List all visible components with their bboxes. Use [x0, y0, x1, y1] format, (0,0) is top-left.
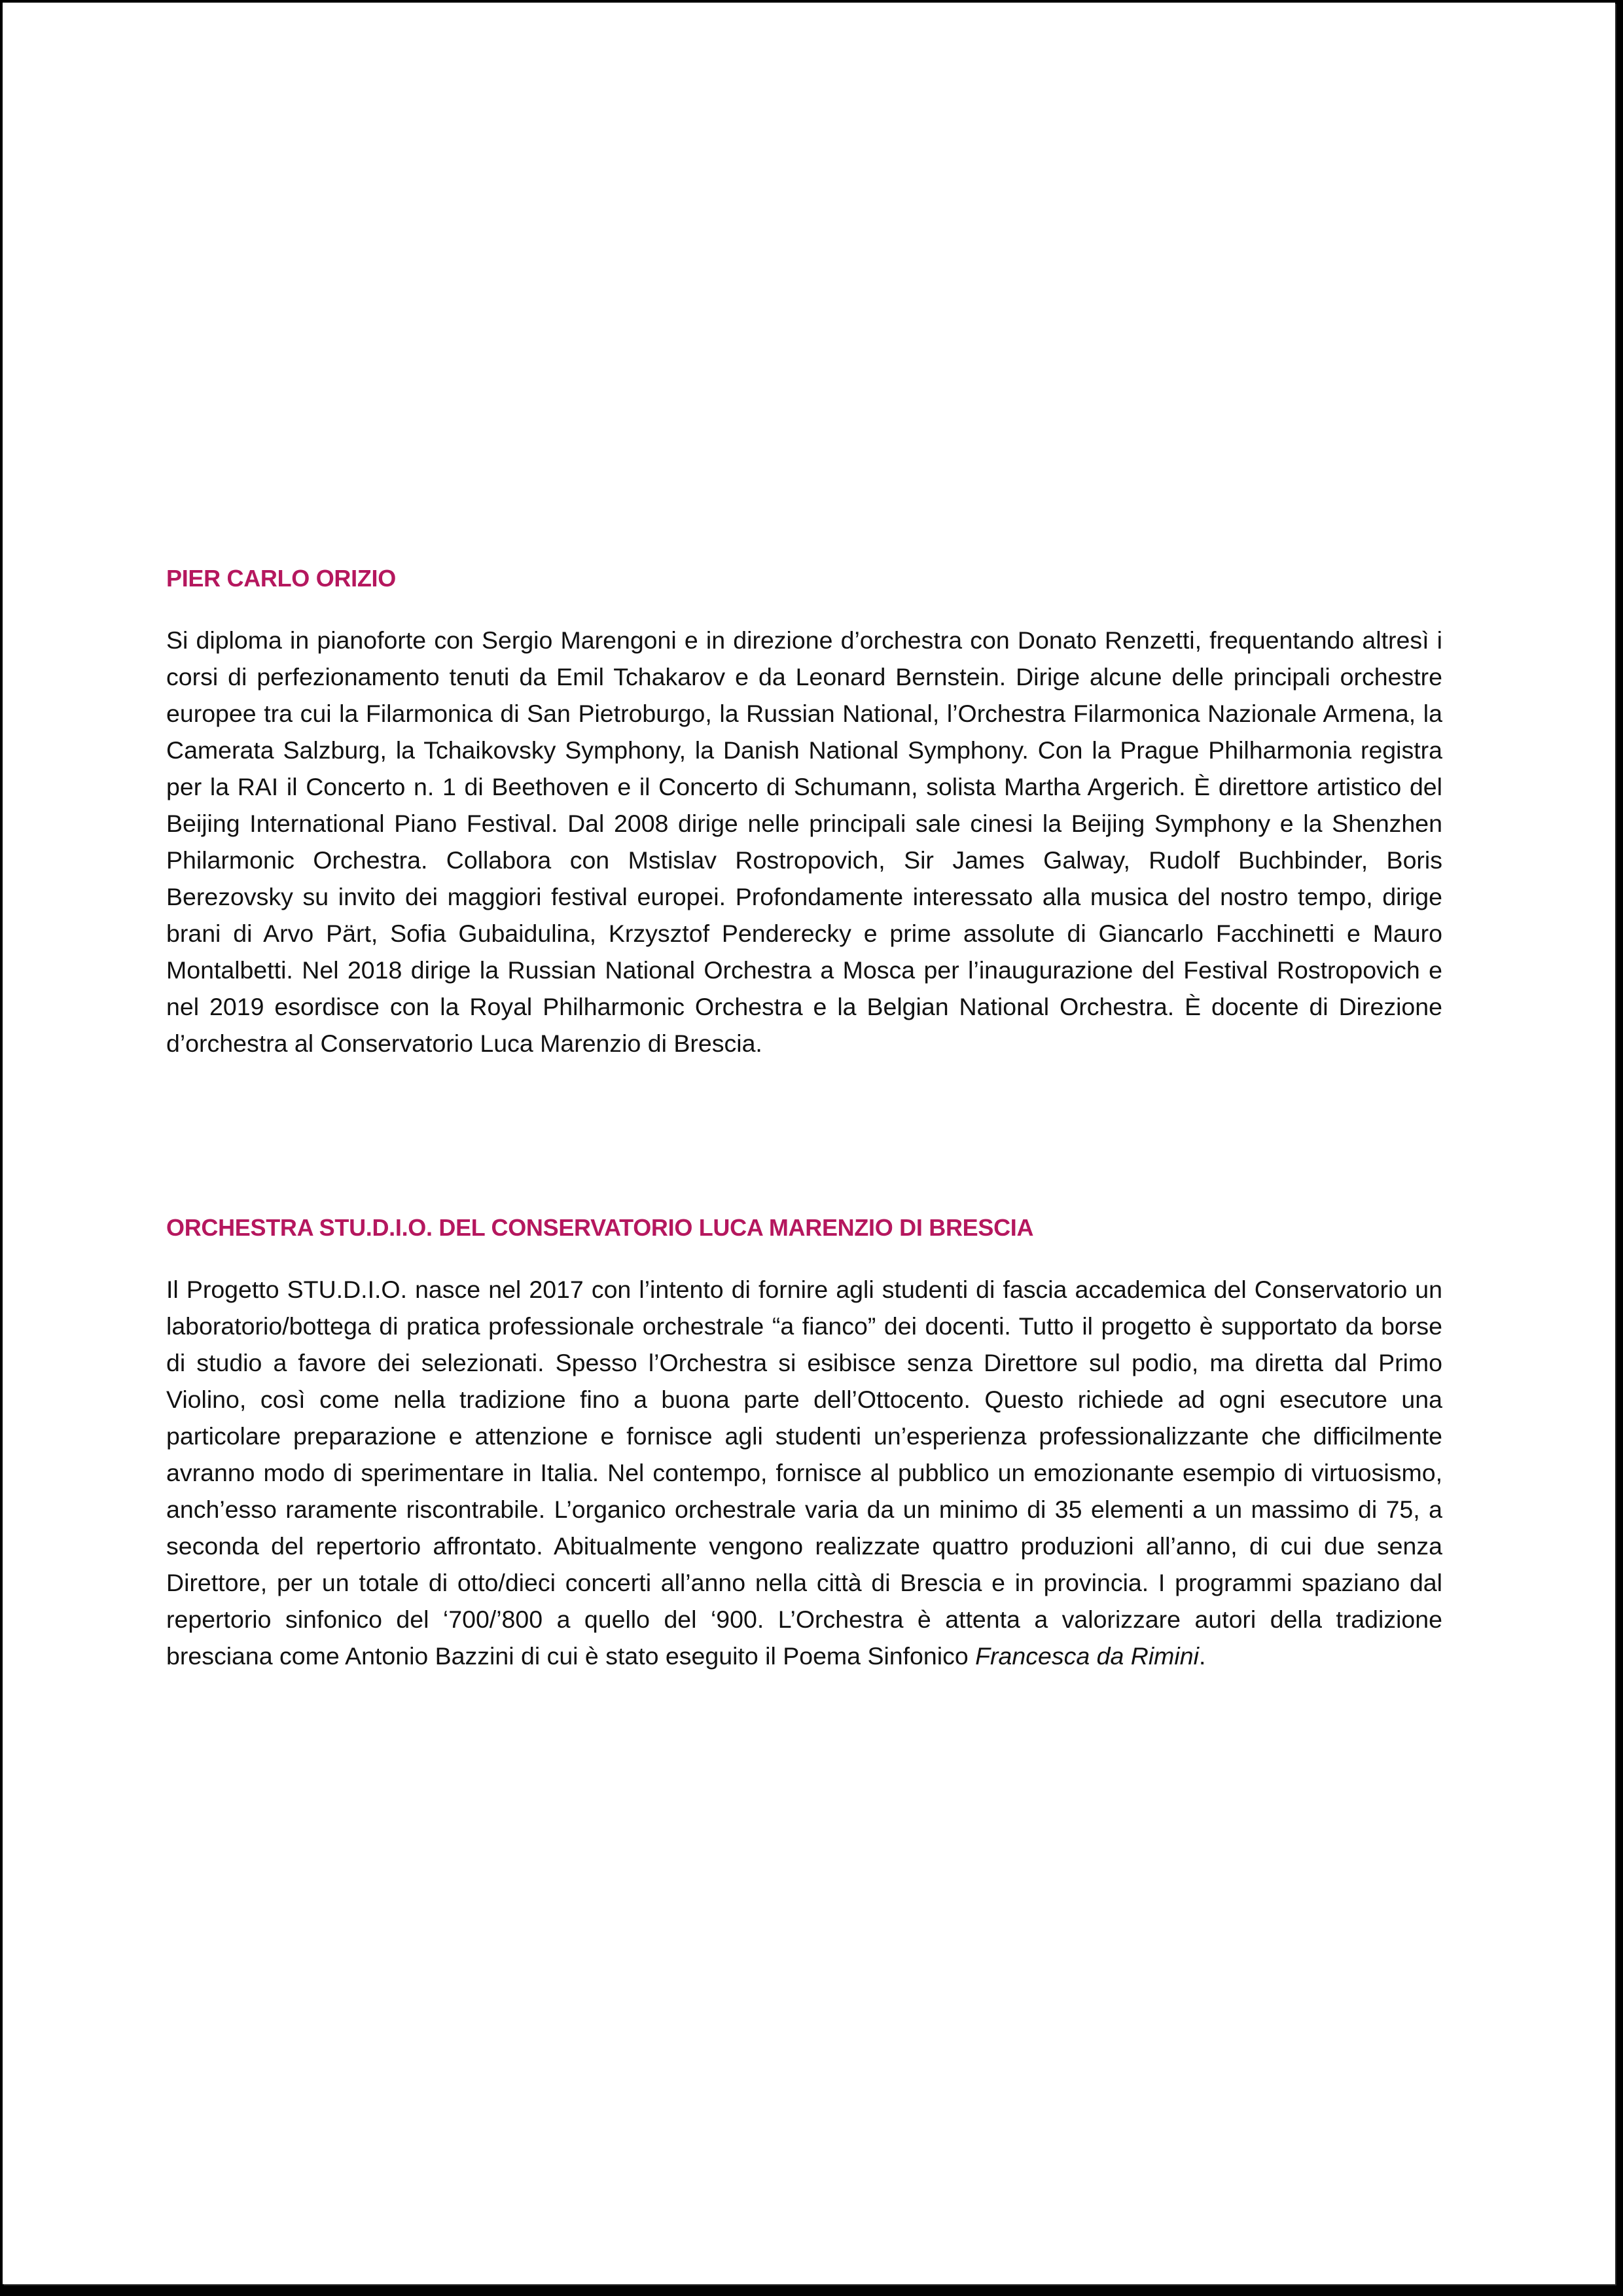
section-body-paragraph — [166, 1271, 1442, 1674]
paragraph-end-punctuation: . — [1198, 1642, 1206, 1670]
biography-section-orchestra-studio — [166, 1213, 1442, 1674]
section-body-paragraph: Si diploma in pianoforte con Sergio Marengoni e in direzione d’orchestra con Donato Renzetti, frequentando altresì i corsi di perfezionamento tenuti da Emil Tchakarov e da Leonard Bernstein. Dirige alcune delle principali orchestre europee tra cui la Filarmonica di San Pietroburgo, la Russian National, l’Orchestra Filarmonica Nazionale Armena, la Camerata Salzburg, la Tchaikovsky Symphony, la Danish National Symphony. Con la Prague Philharmonia registra per la RAI il Concerto n. 1 di Beethoven e il Concerto di Schumann, solista Martha Argerich. È direttore artistico del Beijing International Piano Festival. Dal 2008 dirige nelle principali sale cinesi la Beijing Symphony e la Shenzhen Philarmonic Orchestra. Collabora con Mstislav Rostropovich, Sir James Galway, Rudolf Buchbinder, Boris Berezovsky su invito dei maggiori festival europei. Profondamente interessato alla musica del nostro tempo, dirige brani di Arvo Pärt, Sofia Gubaidulina, Krzysztof Penderecky e prime assolute di Giancarlo Facchinetti e Mauro Montalbetti. Nel 2018 dirige la Russian National Orchestra a Mosca per l’inaugurazione del Festival Rostropovich e nel 2019 esordisce con la Royal Philharmonic Orchestra e la Belgian National Orchestra. È docente di Direzione d’orchestra al Conservatorio Luca Marenzio di Brescia. — [166, 626, 1442, 1057]
section-heading: ORCHESTRA STU.D.I.O. DEL CONSERVATORIO LUCA MARENZIO DI BRESCIA — [166, 1214, 1034, 1241]
document-page — [3, 3, 1615, 2284]
italic-work-title: Francesca da Rimini — [975, 1642, 1199, 1670]
section-heading: PIER CARLO ORIZIO — [166, 565, 396, 592]
paragraph-text: Il Progetto STU.D.I.O. nasce nel 2017 con l’intento di fornire agli studenti di fascia accademica del Conservatorio un laboratorio/bottega di pratica professionale orchestrale “a fianco” dei docenti. Tutto il progetto è supportato da borse di studio a favore dei selezionati. Spesso l’Orchestra si esibisce senza Direttore sul podio, ma diretta dal Primo Violino, così come nella tradizione fino a buona parte dell’Ottocento. Questo richiede ad ogni esecutore una particolare preparazione e attenzione e fornisce agli studenti un’esperienza professionalizzante che difficilmente avranno modo di sperimentare in Italia. Nel contempo, fornisce al pubblico un emozionante esempio di virtuosismo, anch’esso raramente riscontrabile. L’organico orchestrale varia da un minimo di 35 elementi a un massimo di 75, a seconda del repertorio affrontato. Abitualmente vengono realizzate quattro produzioni all’anno, di cui due senza Direttore, per un totale di otto/dieci concerti all’anno nella città di Brescia e in provincia. I programmi spaziano dal repertorio sinfonico del ‘700/’800 a quello del ‘900. L’Orchestra è attenta a valorizzare autori della tradizione bresciana come Antonio Bazzini di cui è stato eseguito il Poema Sinfonico — [166, 1276, 1442, 1670]
biography-section-pier-carlo-orizio — [166, 564, 1442, 1062]
